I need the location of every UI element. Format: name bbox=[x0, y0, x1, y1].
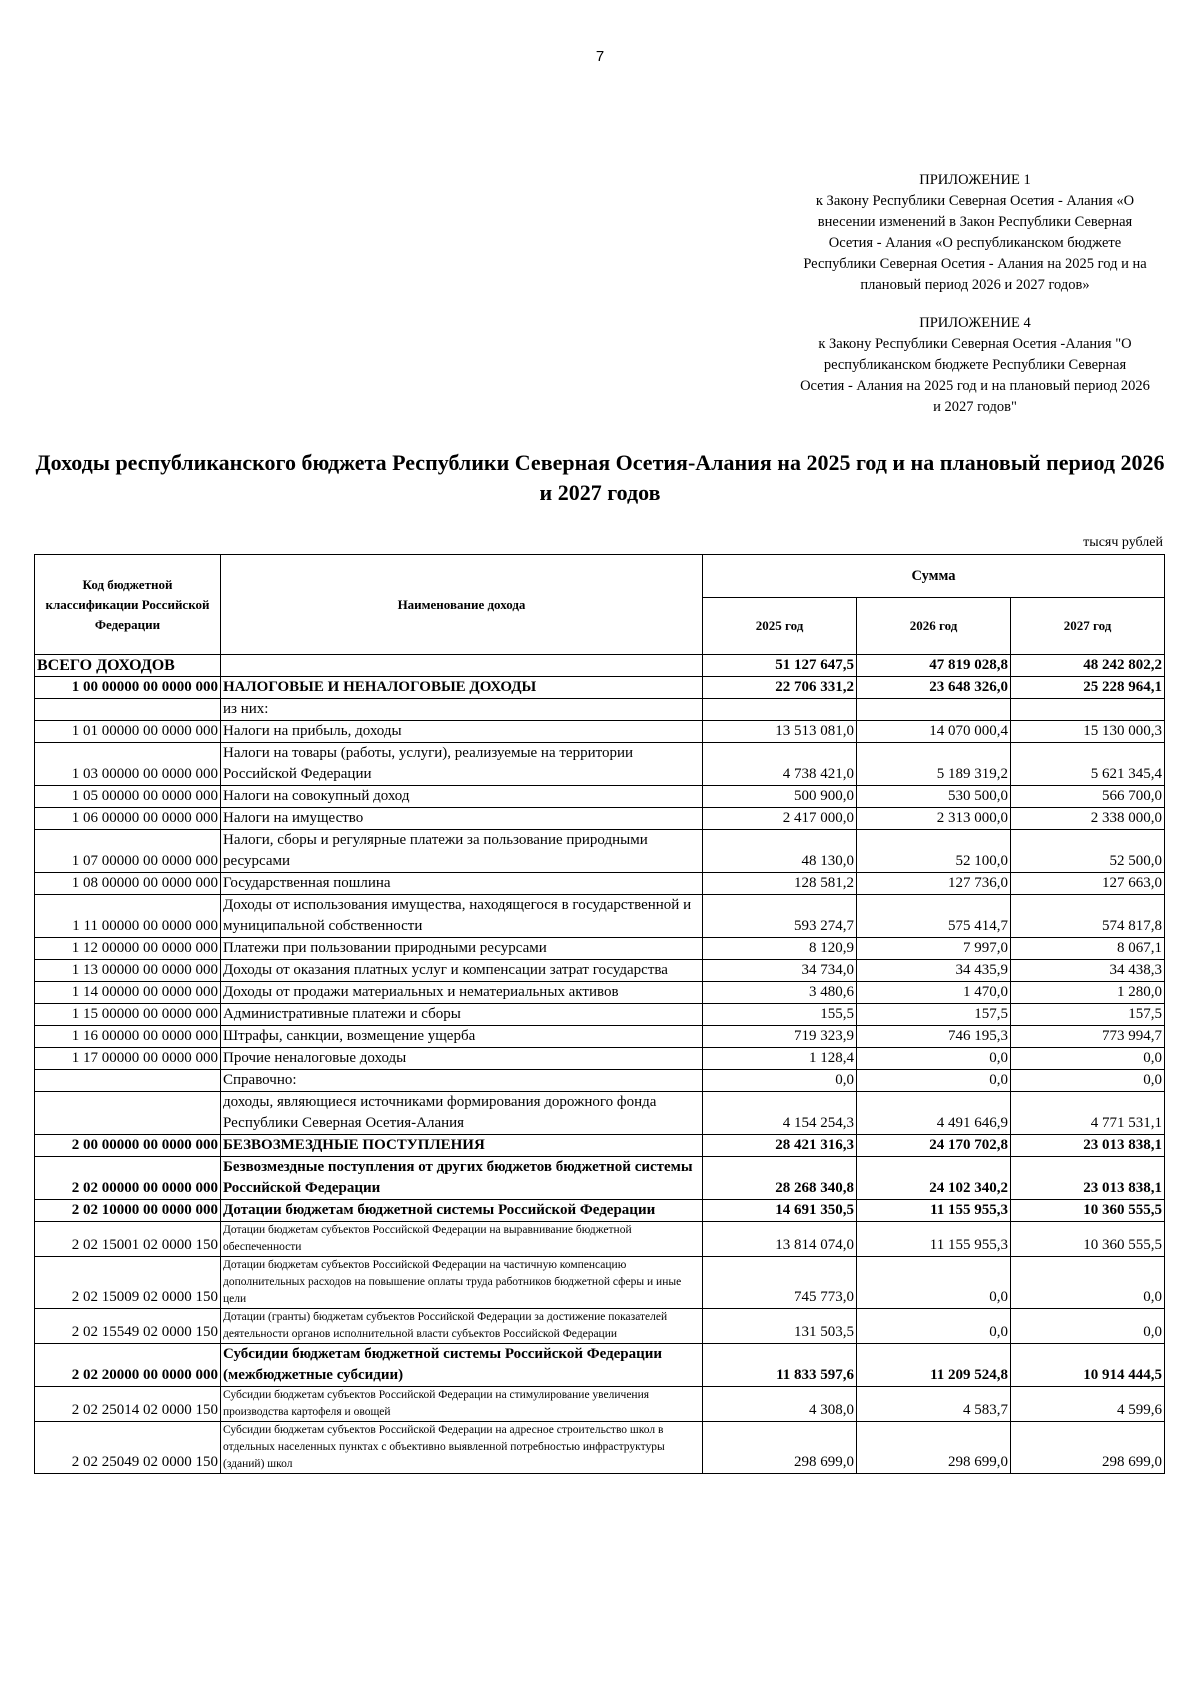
table-row bbox=[35, 1135, 1165, 1157]
row-code: 2 02 25014 02 0000 150 bbox=[35, 1387, 221, 1422]
row-code: 2 02 00000 00 0000 000 bbox=[35, 1157, 221, 1200]
row-value-2027: 0,0 bbox=[1011, 1257, 1165, 1309]
row-code: 2 02 15549 02 0000 150 bbox=[35, 1309, 221, 1344]
row-name: Налоги, сборы и регулярные платежи за пользование природными ресурсами bbox=[221, 830, 703, 873]
row-value-2025: 3 480,6 bbox=[703, 982, 857, 1004]
row-value-2025: 500 900,0 bbox=[703, 786, 857, 808]
row-name: Доходы от использования имущества, находящегося в государственной и муниципальной собственности bbox=[221, 895, 703, 938]
table-row bbox=[35, 786, 1165, 808]
row-code: 1 05 00000 00 0000 000 bbox=[35, 786, 221, 808]
row-value-2026: 0,0 bbox=[857, 1257, 1011, 1309]
row-value-2027: 23 013 838,1 bbox=[1011, 1135, 1165, 1157]
row-value-2026: 11 209 524,8 bbox=[857, 1344, 1011, 1387]
table-row bbox=[35, 808, 1165, 830]
row-value-2026: 0,0 bbox=[857, 1048, 1011, 1070]
row-code: 2 02 10000 00 0000 000 bbox=[35, 1200, 221, 1222]
table-row bbox=[35, 699, 1165, 721]
table-row bbox=[35, 1026, 1165, 1048]
row-name: Дотации (гранты) бюджетам субъектов Российской Федерации за достижение показателей деятельности органов исполнительной власти субъектов Российской Федерации bbox=[221, 1309, 703, 1344]
row-code: 1 14 00000 00 0000 000 bbox=[35, 982, 221, 1004]
row-value-2027: 574 817,8 bbox=[1011, 895, 1165, 938]
row-value-2025: 2 417 000,0 bbox=[703, 808, 857, 830]
table-row bbox=[35, 1157, 1165, 1200]
row-value-2026: 52 100,0 bbox=[857, 830, 1011, 873]
row-value-2027: 34 438,3 bbox=[1011, 960, 1165, 982]
row-value-2025: 593 274,7 bbox=[703, 895, 857, 938]
row-name: Административные платежи и сборы bbox=[221, 1004, 703, 1026]
appendix-4-line: к Закону Республики Северная Осетия -Алания "О bbox=[818, 336, 1132, 352]
row-value-2027: 157,5 bbox=[1011, 1004, 1165, 1026]
header-code: Код бюджетной классификации Российской Федерации bbox=[35, 555, 221, 655]
row-code bbox=[35, 1092, 221, 1135]
table-row bbox=[35, 895, 1165, 938]
table-row bbox=[35, 1309, 1165, 1344]
row-code: ВСЕГО ДОХОДОВ bbox=[35, 655, 221, 677]
row-name bbox=[221, 655, 703, 677]
row-name: Штрафы, санкции, возмещение ущерба bbox=[221, 1026, 703, 1048]
row-code: 1 12 00000 00 0000 000 bbox=[35, 938, 221, 960]
row-value-2025: 0,0 bbox=[703, 1070, 857, 1092]
table-row bbox=[35, 1092, 1165, 1135]
row-name: Справочно: bbox=[221, 1070, 703, 1092]
row-code: 1 08 00000 00 0000 000 bbox=[35, 873, 221, 895]
appendix-4-line: и 2027 годов" bbox=[933, 399, 1017, 415]
row-value-2027: 15 130 000,3 bbox=[1011, 721, 1165, 743]
row-value-2026: 575 414,7 bbox=[857, 895, 1011, 938]
row-value-2027: 5 621 345,4 bbox=[1011, 743, 1165, 786]
row-name: Прочие неналоговые доходы bbox=[221, 1048, 703, 1070]
header-year-2025: 2025 год bbox=[703, 598, 857, 655]
row-value-2026: 2 313 000,0 bbox=[857, 808, 1011, 830]
table-row bbox=[35, 982, 1165, 1004]
header-sum: Сумма bbox=[703, 555, 1165, 598]
row-value-2025: 8 120,9 bbox=[703, 938, 857, 960]
table-row bbox=[35, 873, 1165, 895]
row-value-2026: 34 435,9 bbox=[857, 960, 1011, 982]
row-value-2026: 24 170 702,8 bbox=[857, 1135, 1011, 1157]
row-value-2025: 128 581,2 bbox=[703, 873, 857, 895]
row-name: Дотации бюджетам субъектов Российской Федерации на выравнивание бюджетной обеспеченности bbox=[221, 1222, 703, 1257]
row-code: 1 15 00000 00 0000 000 bbox=[35, 1004, 221, 1026]
appendix-4-block bbox=[760, 313, 1190, 418]
row-value-2026: 298 699,0 bbox=[857, 1422, 1011, 1474]
row-value-2027: 298 699,0 bbox=[1011, 1422, 1165, 1474]
row-value-2026: 5 189 319,2 bbox=[857, 743, 1011, 786]
row-code bbox=[35, 699, 221, 721]
row-value-2025: 298 699,0 bbox=[703, 1422, 857, 1474]
row-code: 1 16 00000 00 0000 000 bbox=[35, 1026, 221, 1048]
row-name: Дотации бюджетам субъектов Российской Федерации на частичную компенсацию дополнительных расходов на повышение оплаты труда работников бюджетной сферы и иные цели bbox=[221, 1257, 703, 1309]
table-row bbox=[35, 1200, 1165, 1222]
row-code: 1 11 00000 00 0000 000 bbox=[35, 895, 221, 938]
row-value-2026: 127 736,0 bbox=[857, 873, 1011, 895]
row-name: БЕЗВОЗМЕЗДНЫЕ ПОСТУПЛЕНИЯ bbox=[221, 1135, 703, 1157]
row-name: Субсидии бюджетам субъектов Российской Федерации на стимулирование увеличения производства картофеля и овощей bbox=[221, 1387, 703, 1422]
row-value-2027: 48 242 802,2 bbox=[1011, 655, 1165, 677]
row-value-2026: 746 195,3 bbox=[857, 1026, 1011, 1048]
row-value-2025: 22 706 331,2 bbox=[703, 677, 857, 699]
row-value-2025: 719 323,9 bbox=[703, 1026, 857, 1048]
appendix-1-line: внесении изменений в Закон Республики Северная bbox=[817, 214, 1133, 230]
table-row bbox=[35, 1222, 1165, 1257]
row-value-2025: 13 814 074,0 bbox=[703, 1222, 857, 1257]
table-row bbox=[35, 1387, 1165, 1422]
row-code: 1 07 00000 00 0000 000 bbox=[35, 830, 221, 873]
row-value-2025: 28 268 340,8 bbox=[703, 1157, 857, 1200]
row-name: НАЛОГОВЫЕ И НЕНАЛОГОВЫЕ ДОХОДЫ bbox=[221, 677, 703, 699]
row-value-2026: 0,0 bbox=[857, 1070, 1011, 1092]
row-value-2027: 4 771 531,1 bbox=[1011, 1092, 1165, 1135]
row-value-2027: 25 228 964,1 bbox=[1011, 677, 1165, 699]
row-name: из них: bbox=[221, 699, 703, 721]
row-name: Субсидии бюджетам субъектов Российской Федерации на адресное строительство школ в отдельных населенных пунктах с объективно выявленной потребностью инфраструктуры (зданий) школ bbox=[221, 1422, 703, 1474]
row-value-2027: 127 663,0 bbox=[1011, 873, 1165, 895]
row-value-2026: 11 155 955,3 bbox=[857, 1200, 1011, 1222]
appendix-1-line: к Закону Республики Северная Осетия - Алания «О bbox=[815, 193, 1135, 209]
table-row bbox=[35, 830, 1165, 873]
row-code: 2 02 15009 02 0000 150 bbox=[35, 1257, 221, 1309]
row-value-2025: 48 130,0 bbox=[703, 830, 857, 873]
row-name: Дотации бюджетам бюджетной системы Российской Федерации bbox=[221, 1200, 703, 1222]
appendix-1-block bbox=[760, 170, 1190, 296]
row-value-2027: 23 013 838,1 bbox=[1011, 1157, 1165, 1200]
row-value-2027: 10 914 444,5 bbox=[1011, 1344, 1165, 1387]
row-value-2027: 773 994,7 bbox=[1011, 1026, 1165, 1048]
row-name: доходы, являющиеся источниками формирования дорожного фонда Республики Северная Осетия-Алания bbox=[221, 1092, 703, 1135]
table-row bbox=[35, 1070, 1165, 1092]
row-value-2025: 4 154 254,3 bbox=[703, 1092, 857, 1135]
row-value-2025: 4 308,0 bbox=[703, 1387, 857, 1422]
row-value-2027: 0,0 bbox=[1011, 1048, 1165, 1070]
units-label: тысяч рублей bbox=[1083, 535, 1163, 550]
row-name: Доходы от продажи материальных и нематериальных активов bbox=[221, 982, 703, 1004]
row-value-2026: 7 997,0 bbox=[857, 938, 1011, 960]
row-value-2027: 8 067,1 bbox=[1011, 938, 1165, 960]
revenue-table bbox=[34, 554, 1165, 1474]
row-code: 2 02 25049 02 0000 150 bbox=[35, 1422, 221, 1474]
row-value-2027: 0,0 bbox=[1011, 1309, 1165, 1344]
row-name: Субсидии бюджетам бюджетной системы Российской Федерации (межбюджетные субсидии) bbox=[221, 1344, 703, 1387]
table-row bbox=[35, 1344, 1165, 1387]
appendix-1-line: плановый период 2026 и 2027 годов» bbox=[860, 277, 1090, 293]
table-row bbox=[35, 677, 1165, 699]
row-name: Государственная пошлина bbox=[221, 873, 703, 895]
appendix-1-heading: ПРИЛОЖЕНИЕ 1 bbox=[919, 172, 1031, 188]
table-row bbox=[35, 1048, 1165, 1070]
row-value-2027: 1 280,0 bbox=[1011, 982, 1165, 1004]
row-value-2027: 2 338 000,0 bbox=[1011, 808, 1165, 830]
row-value-2026: 0,0 bbox=[857, 1309, 1011, 1344]
appendix-4-line: республиканском бюджете Республики Северная bbox=[823, 357, 1127, 373]
row-value-2025: 155,5 bbox=[703, 1004, 857, 1026]
table-row bbox=[35, 1004, 1165, 1026]
row-value-2026 bbox=[857, 699, 1011, 721]
row-value-2025: 131 503,5 bbox=[703, 1309, 857, 1344]
row-value-2026: 4 491 646,9 bbox=[857, 1092, 1011, 1135]
appendix-4-heading: ПРИЛОЖЕНИЕ 4 bbox=[919, 315, 1031, 331]
table-row bbox=[35, 721, 1165, 743]
table-row bbox=[35, 743, 1165, 786]
row-name: Налоги на товары (работы, услуги), реализуемые на территории Российской Федерации bbox=[221, 743, 703, 786]
row-code: 2 02 20000 00 0000 000 bbox=[35, 1344, 221, 1387]
row-value-2027: 4 599,6 bbox=[1011, 1387, 1165, 1422]
row-name: Доходы от оказания платных услуг и компенсации затрат государства bbox=[221, 960, 703, 982]
table-row bbox=[35, 655, 1165, 677]
table-row bbox=[35, 938, 1165, 960]
header-year-2026: 2026 год bbox=[857, 598, 1011, 655]
row-value-2025: 4 738 421,0 bbox=[703, 743, 857, 786]
row-value-2026: 47 819 028,8 bbox=[857, 655, 1011, 677]
row-code: 1 03 00000 00 0000 000 bbox=[35, 743, 221, 786]
row-value-2025: 13 513 081,0 bbox=[703, 721, 857, 743]
row-value-2027: 10 360 555,5 bbox=[1011, 1222, 1165, 1257]
page-number: 7 bbox=[595, 48, 605, 65]
row-value-2026: 14 070 000,4 bbox=[857, 721, 1011, 743]
appendix-4-line: Осетия - Алания на 2025 год и на плановый период 2026 bbox=[800, 378, 1150, 394]
row-value-2025: 28 421 316,3 bbox=[703, 1135, 857, 1157]
row-value-2025 bbox=[703, 699, 857, 721]
table-row bbox=[35, 960, 1165, 982]
row-value-2027: 52 500,0 bbox=[1011, 830, 1165, 873]
row-name: Налоги на прибыль, доходы bbox=[221, 721, 703, 743]
row-value-2025: 34 734,0 bbox=[703, 960, 857, 982]
row-code bbox=[35, 1070, 221, 1092]
row-code: 2 02 15001 02 0000 150 bbox=[35, 1222, 221, 1257]
header-name: Наименование дохода bbox=[221, 555, 703, 655]
table-row bbox=[35, 1422, 1165, 1474]
row-value-2027: 0,0 bbox=[1011, 1070, 1165, 1092]
document-title: Доходы республиканского бюджета Республики Северная Осетия-Алания на 2025 год и на плановый период 2026 и 2027 годов bbox=[35, 450, 1165, 505]
revenue-table-body bbox=[35, 655, 1165, 1474]
row-value-2026: 4 583,7 bbox=[857, 1387, 1011, 1422]
row-value-2026: 11 155 955,3 bbox=[857, 1222, 1011, 1257]
row-value-2025: 14 691 350,5 bbox=[703, 1200, 857, 1222]
row-value-2026: 157,5 bbox=[857, 1004, 1011, 1026]
row-value-2027 bbox=[1011, 699, 1165, 721]
appendix-1-line: Республики Северная Осетия - Алания на 2025 год и на bbox=[803, 256, 1147, 272]
row-value-2025: 745 773,0 bbox=[703, 1257, 857, 1309]
row-name: Платежи при пользовании природными ресурсами bbox=[221, 938, 703, 960]
header-year-2027: 2027 год bbox=[1011, 598, 1165, 655]
row-value-2027: 10 360 555,5 bbox=[1011, 1200, 1165, 1222]
row-name: Налоги на имущество bbox=[221, 808, 703, 830]
row-value-2025: 11 833 597,6 bbox=[703, 1344, 857, 1387]
row-value-2026: 24 102 340,2 bbox=[857, 1157, 1011, 1200]
table-row bbox=[35, 1257, 1165, 1309]
row-code: 1 01 00000 00 0000 000 bbox=[35, 721, 221, 743]
row-code: 1 13 00000 00 0000 000 bbox=[35, 960, 221, 982]
row-value-2025: 51 127 647,5 bbox=[703, 655, 857, 677]
row-code: 1 06 00000 00 0000 000 bbox=[35, 808, 221, 830]
row-code: 1 17 00000 00 0000 000 bbox=[35, 1048, 221, 1070]
row-value-2025: 1 128,4 bbox=[703, 1048, 857, 1070]
appendix-1-line: Осетия - Алания «О республиканском бюджете bbox=[828, 235, 1122, 251]
row-code: 1 00 00000 00 0000 000 bbox=[35, 677, 221, 699]
row-value-2026: 23 648 326,0 bbox=[857, 677, 1011, 699]
row-code: 2 00 00000 00 0000 000 bbox=[35, 1135, 221, 1157]
row-value-2026: 530 500,0 bbox=[857, 786, 1011, 808]
row-value-2027: 566 700,0 bbox=[1011, 786, 1165, 808]
row-name: Безвозмездные поступления от других бюджетов бюджетной системы Российской Федерации bbox=[221, 1157, 703, 1200]
row-value-2026: 1 470,0 bbox=[857, 982, 1011, 1004]
row-name: Налоги на совокупный доход bbox=[221, 786, 703, 808]
